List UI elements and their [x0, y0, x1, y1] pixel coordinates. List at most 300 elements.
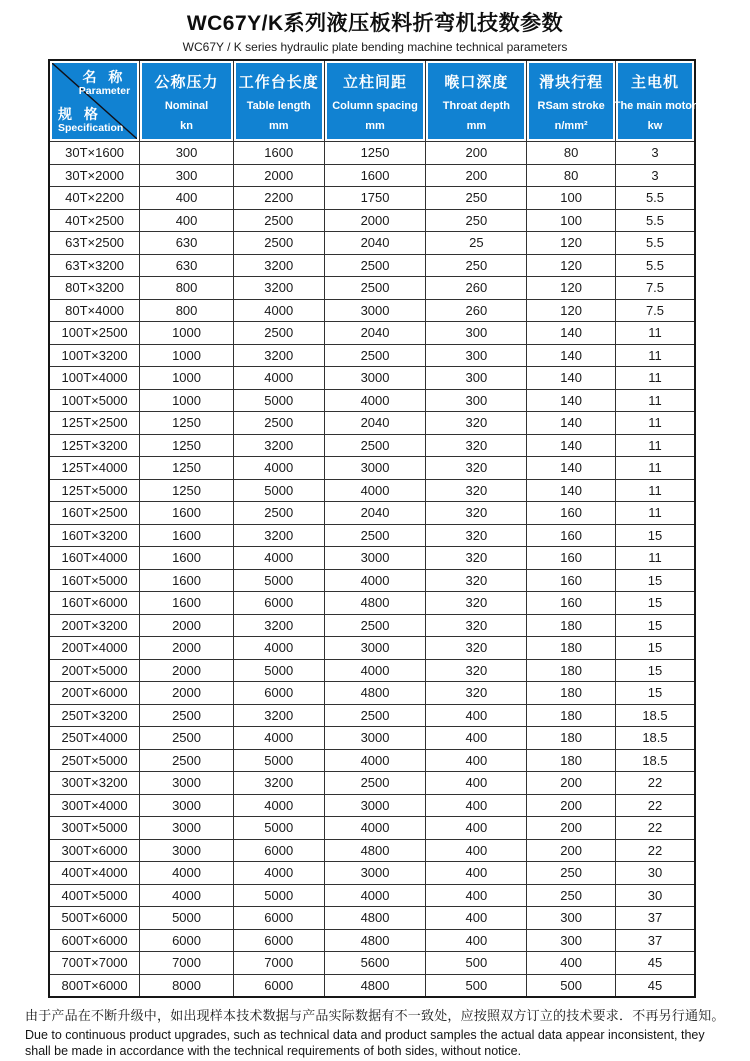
- value-cell: 3200: [233, 344, 324, 367]
- value-cell: 100: [527, 187, 616, 210]
- spec-cell: 30T×2000: [49, 164, 140, 187]
- value-cell: 3000: [324, 794, 426, 817]
- column-header-unit: n/mm²: [554, 120, 588, 132]
- value-cell: 30: [615, 862, 695, 885]
- spec-cell: 300T×6000: [49, 839, 140, 862]
- column-header-cn: 立柱间距: [343, 74, 408, 91]
- spec-cell: 40T×2200: [49, 187, 140, 210]
- value-cell: 400: [426, 862, 527, 885]
- value-cell: 120: [527, 277, 616, 300]
- value-cell: 3200: [233, 254, 324, 277]
- value-cell: 80: [527, 164, 616, 187]
- value-cell: 2040: [324, 232, 426, 255]
- value-cell: 7.5: [615, 299, 695, 322]
- value-cell: 3000: [324, 727, 426, 750]
- value-cell: 1000: [140, 344, 234, 367]
- value-cell: 2500: [140, 727, 234, 750]
- table-row: [49, 367, 695, 390]
- value-cell: 630: [140, 254, 234, 277]
- value-cell: 5.5: [615, 187, 695, 210]
- value-cell: 400: [140, 187, 234, 210]
- table-row: [49, 682, 695, 705]
- value-cell: 320: [426, 569, 527, 592]
- value-cell: 4000: [324, 659, 426, 682]
- value-cell: 3000: [140, 794, 234, 817]
- value-cell: 2500: [233, 209, 324, 232]
- value-cell: 37: [615, 907, 695, 930]
- value-cell: 3000: [140, 817, 234, 840]
- column-header-en: RSam stroke: [537, 100, 605, 112]
- value-cell: 4000: [324, 389, 426, 412]
- value-cell: 7.5: [615, 277, 695, 300]
- column-header-cn: 滑块行程: [539, 74, 604, 91]
- value-cell: 2000: [140, 614, 234, 637]
- value-cell: 320: [426, 637, 527, 660]
- table-row: [49, 277, 695, 300]
- page-title: WC67Y/K系列液压板料折弯机技数参数: [186, 12, 564, 35]
- column-header-en: Nominal: [164, 100, 209, 112]
- value-cell: 300: [140, 164, 234, 187]
- value-cell: 3000: [324, 367, 426, 390]
- value-cell: 4800: [324, 907, 426, 930]
- value-cell: 2500: [233, 412, 324, 435]
- value-cell: 2500: [324, 772, 426, 795]
- value-cell: 140: [527, 434, 616, 457]
- table-row: [49, 659, 695, 682]
- value-cell: 80: [527, 142, 616, 165]
- spec-cell: 125T×2500: [49, 412, 140, 435]
- value-cell: 2040: [324, 322, 426, 345]
- value-cell: 120: [527, 232, 616, 255]
- table-row: [49, 232, 695, 255]
- value-cell: 400: [426, 839, 527, 862]
- value-cell: 1600: [140, 592, 234, 615]
- value-cell: 1250: [324, 142, 426, 165]
- spec-cell: 600T×6000: [49, 929, 140, 952]
- table-body: [49, 142, 695, 998]
- column-header-en: Column spacing: [332, 100, 418, 112]
- value-cell: 1600: [140, 547, 234, 570]
- value-cell: 300: [140, 142, 234, 165]
- value-cell: 3200: [233, 772, 324, 795]
- value-cell: 2500: [233, 502, 324, 525]
- table-row: [49, 839, 695, 862]
- value-cell: 120: [527, 254, 616, 277]
- column-header-unit: kn: [180, 120, 193, 132]
- value-cell: 100: [527, 209, 616, 232]
- table-row: [49, 929, 695, 952]
- value-cell: 15: [615, 637, 695, 660]
- value-cell: 250: [426, 209, 527, 232]
- table-row: [49, 502, 695, 525]
- table-row: [49, 952, 695, 975]
- spec-cell: 80T×4000: [49, 299, 140, 322]
- value-cell: 400: [426, 794, 527, 817]
- spec-cell: 300T×3200: [49, 772, 140, 795]
- value-cell: 140: [527, 322, 616, 345]
- value-cell: 2500: [324, 434, 426, 457]
- value-cell: 250: [527, 862, 616, 885]
- value-cell: 22: [615, 794, 695, 817]
- value-cell: 11: [615, 547, 695, 570]
- table-row: [49, 344, 695, 367]
- value-cell: 11: [615, 344, 695, 367]
- value-cell: 300: [426, 322, 527, 345]
- spec-cell: 160T×5000: [49, 569, 140, 592]
- value-cell: 30: [615, 884, 695, 907]
- value-cell: 3200: [233, 704, 324, 727]
- column-header-1: [140, 60, 234, 142]
- value-cell: 5000: [233, 569, 324, 592]
- value-cell: 300: [527, 929, 616, 952]
- value-cell: 200: [527, 839, 616, 862]
- value-cell: 200: [527, 772, 616, 795]
- value-cell: 45: [615, 974, 695, 997]
- value-cell: 300: [426, 344, 527, 367]
- table-row: [49, 209, 695, 232]
- value-cell: 2500: [324, 254, 426, 277]
- value-cell: 4800: [324, 974, 426, 997]
- value-cell: 5000: [140, 907, 234, 930]
- value-cell: 4000: [233, 727, 324, 750]
- value-cell: 11: [615, 412, 695, 435]
- value-cell: 3000: [324, 862, 426, 885]
- table-row: [49, 547, 695, 570]
- spec-cell: 125T×3200: [49, 434, 140, 457]
- value-cell: 2500: [324, 524, 426, 547]
- value-cell: 1600: [324, 164, 426, 187]
- value-cell: 11: [615, 457, 695, 480]
- value-cell: 300: [426, 367, 527, 390]
- value-cell: 6000: [140, 929, 234, 952]
- value-cell: 320: [426, 659, 527, 682]
- value-cell: 140: [527, 389, 616, 412]
- value-cell: 400: [426, 727, 527, 750]
- value-cell: 250: [527, 884, 616, 907]
- corner-specification-label: 规 格 Specification: [58, 105, 124, 134]
- value-cell: 4000: [233, 862, 324, 885]
- value-cell: 3000: [324, 637, 426, 660]
- value-cell: 4000: [233, 457, 324, 480]
- value-cell: 250: [426, 254, 527, 277]
- value-cell: 400: [426, 772, 527, 795]
- value-cell: 15: [615, 569, 695, 592]
- value-cell: 3200: [233, 614, 324, 637]
- table-row: [49, 749, 695, 772]
- column-header-cn: 喉口深度: [444, 74, 509, 91]
- value-cell: 120: [527, 299, 616, 322]
- value-cell: 15: [615, 659, 695, 682]
- value-cell: 2000: [233, 164, 324, 187]
- value-cell: 4000: [324, 817, 426, 840]
- value-cell: 160: [527, 569, 616, 592]
- value-cell: 4800: [324, 839, 426, 862]
- value-cell: 320: [426, 592, 527, 615]
- value-cell: 4000: [140, 862, 234, 885]
- spec-cell: 250T×5000: [49, 749, 140, 772]
- value-cell: 4000: [324, 569, 426, 592]
- table-row: [49, 434, 695, 457]
- value-cell: 320: [426, 434, 527, 457]
- value-cell: 800: [140, 277, 234, 300]
- value-cell: 4000: [324, 479, 426, 502]
- table-row: [49, 637, 695, 660]
- value-cell: 15: [615, 592, 695, 615]
- value-cell: 2500: [324, 614, 426, 637]
- table-row: [49, 817, 695, 840]
- spec-cell: 125T×4000: [49, 457, 140, 480]
- value-cell: 180: [527, 704, 616, 727]
- spec-cell: 700T×7000: [49, 952, 140, 975]
- value-cell: 800: [140, 299, 234, 322]
- value-cell: 160: [527, 502, 616, 525]
- value-cell: 6000: [233, 839, 324, 862]
- value-cell: 1250: [140, 434, 234, 457]
- corner-cell: [49, 60, 140, 142]
- page-subtitle: WC67Y / K series hydraulic plate bending machine technical parameters: [182, 40, 568, 54]
- value-cell: 180: [527, 682, 616, 705]
- spec-cell: 250T×4000: [49, 727, 140, 750]
- spec-cell: 300T×4000: [49, 794, 140, 817]
- column-header-2: [233, 60, 324, 142]
- value-cell: 3: [615, 142, 695, 165]
- corner-parameter-label: 名 称 Parameter: [78, 69, 131, 98]
- column-header-6: [615, 60, 695, 142]
- disclaimer-cn: 由于产品在不断升级中，如出现样本技术数据与产品实际数据有不一致处，应按照双方订立的技术要求．不再另行通知。: [25, 1008, 725, 1023]
- value-cell: 1600: [140, 569, 234, 592]
- header-row: [49, 60, 695, 142]
- table-row: [49, 862, 695, 885]
- value-cell: 2000: [140, 637, 234, 660]
- value-cell: 180: [527, 637, 616, 660]
- value-cell: 6000: [233, 682, 324, 705]
- spec-cell: 400T×4000: [49, 862, 140, 885]
- column-header-en: Table length: [246, 100, 311, 112]
- table-row: [49, 974, 695, 997]
- value-cell: 4800: [324, 592, 426, 615]
- value-cell: 200: [527, 794, 616, 817]
- value-cell: 2500: [324, 704, 426, 727]
- value-cell: 3200: [233, 277, 324, 300]
- table-row: [49, 569, 695, 592]
- value-cell: 160: [527, 547, 616, 570]
- value-cell: 630: [140, 232, 234, 255]
- table-row: [49, 457, 695, 480]
- value-cell: 2000: [140, 659, 234, 682]
- column-header-unit: kw: [647, 120, 663, 132]
- value-cell: 5000: [233, 659, 324, 682]
- column-header-3: [324, 60, 426, 142]
- value-cell: 1600: [140, 524, 234, 547]
- table-row: [49, 412, 695, 435]
- value-cell: 320: [426, 547, 527, 570]
- spec-cell: 160T×3200: [49, 524, 140, 547]
- value-cell: 5.5: [615, 254, 695, 277]
- value-cell: 37: [615, 929, 695, 952]
- table-row: [49, 884, 695, 907]
- value-cell: 22: [615, 772, 695, 795]
- column-header-en: The main motor: [613, 100, 697, 112]
- value-cell: 320: [426, 479, 527, 502]
- value-cell: 1250: [140, 479, 234, 502]
- spec-cell: 400T×5000: [49, 884, 140, 907]
- value-cell: 500: [527, 974, 616, 997]
- value-cell: 1250: [140, 412, 234, 435]
- column-header-en: Throat depth: [442, 100, 510, 112]
- spec-cell: 30T×1600: [49, 142, 140, 165]
- value-cell: 25: [426, 232, 527, 255]
- spec-cell: 800T×6000: [49, 974, 140, 997]
- value-cell: 180: [527, 749, 616, 772]
- value-cell: 140: [527, 479, 616, 502]
- value-cell: 2500: [233, 322, 324, 345]
- value-cell: 400: [426, 749, 527, 772]
- value-cell: 5000: [233, 884, 324, 907]
- value-cell: 15: [615, 682, 695, 705]
- table-row: [49, 772, 695, 795]
- column-header-5: [527, 60, 616, 142]
- value-cell: 140: [527, 457, 616, 480]
- value-cell: 4000: [324, 884, 426, 907]
- value-cell: 3000: [324, 299, 426, 322]
- value-cell: 6000: [233, 974, 324, 997]
- value-cell: 5000: [233, 479, 324, 502]
- value-cell: 2500: [233, 232, 324, 255]
- table-row: [49, 389, 695, 412]
- value-cell: 1000: [140, 322, 234, 345]
- table-row: [49, 794, 695, 817]
- value-cell: 4000: [140, 884, 234, 907]
- disclaimer-en: Due to continuous product upgrades, such as technical data and product samples the actual data appear inconsistent, they shall be made in accordance with the technical requirements of both sides, without notice.: [25, 1028, 705, 1059]
- value-cell: 180: [527, 614, 616, 637]
- value-cell: 160: [527, 592, 616, 615]
- spec-cell: 500T×6000: [49, 907, 140, 930]
- value-cell: 5.5: [615, 232, 695, 255]
- value-cell: 500: [426, 974, 527, 997]
- value-cell: 400: [426, 884, 527, 907]
- value-cell: 160: [527, 524, 616, 547]
- value-cell: 5000: [233, 389, 324, 412]
- value-cell: 15: [615, 524, 695, 547]
- value-cell: 400: [426, 704, 527, 727]
- value-cell: 11: [615, 322, 695, 345]
- table-row: [49, 254, 695, 277]
- spec-cell: 63T×3200: [49, 254, 140, 277]
- spec-cell: 160T×2500: [49, 502, 140, 525]
- value-cell: 5600: [324, 952, 426, 975]
- value-cell: 180: [527, 659, 616, 682]
- value-cell: 400: [426, 817, 527, 840]
- value-cell: 2200: [233, 187, 324, 210]
- value-cell: 11: [615, 479, 695, 502]
- value-cell: 4000: [233, 637, 324, 660]
- value-cell: 2500: [140, 749, 234, 772]
- value-cell: 2000: [324, 209, 426, 232]
- spec-cell: 63T×2500: [49, 232, 140, 255]
- value-cell: 11: [615, 389, 695, 412]
- value-cell: 200: [426, 142, 527, 165]
- spec-cell: 125T×5000: [49, 479, 140, 502]
- value-cell: 500: [426, 952, 527, 975]
- value-cell: 140: [527, 344, 616, 367]
- spec-cell: 100T×2500: [49, 322, 140, 345]
- value-cell: 6000: [233, 592, 324, 615]
- value-cell: 250: [426, 187, 527, 210]
- value-cell: 11: [615, 434, 695, 457]
- value-cell: 3000: [324, 457, 426, 480]
- value-cell: 1600: [233, 142, 324, 165]
- value-cell: 4800: [324, 682, 426, 705]
- spec-cell: 80T×3200: [49, 277, 140, 300]
- table-row: [49, 727, 695, 750]
- value-cell: 3200: [233, 434, 324, 457]
- value-cell: 1000: [140, 389, 234, 412]
- value-cell: 4000: [233, 547, 324, 570]
- disclaimer: [25, 1005, 728, 1060]
- table-row: [49, 479, 695, 502]
- value-cell: 2040: [324, 502, 426, 525]
- column-header-unit: mm: [365, 120, 385, 132]
- value-cell: 18.5: [615, 749, 695, 772]
- spec-cell: 100T×3200: [49, 344, 140, 367]
- value-cell: 18.5: [615, 727, 695, 750]
- value-cell: 320: [426, 682, 527, 705]
- value-cell: 6000: [233, 929, 324, 952]
- value-cell: 2500: [140, 704, 234, 727]
- table-row: [49, 704, 695, 727]
- table-row: [49, 142, 695, 165]
- value-cell: 260: [426, 277, 527, 300]
- value-cell: 6000: [233, 907, 324, 930]
- value-cell: 2000: [140, 682, 234, 705]
- table-row: [49, 592, 695, 615]
- spec-cell: 160T×4000: [49, 547, 140, 570]
- value-cell: 1000: [140, 367, 234, 390]
- value-cell: 400: [140, 209, 234, 232]
- value-cell: 4000: [324, 749, 426, 772]
- spec-cell: 300T×5000: [49, 817, 140, 840]
- parameters-table: [48, 59, 696, 998]
- column-header-unit: mm: [466, 120, 487, 132]
- value-cell: 5.5: [615, 209, 695, 232]
- value-cell: 45: [615, 952, 695, 975]
- value-cell: 3000: [140, 772, 234, 795]
- value-cell: 3: [615, 164, 695, 187]
- value-cell: 400: [426, 907, 527, 930]
- value-cell: 5000: [233, 817, 324, 840]
- value-cell: 15: [615, 614, 695, 637]
- value-cell: 1750: [324, 187, 426, 210]
- spec-cell: 200T×4000: [49, 637, 140, 660]
- spec-cell: 100T×5000: [49, 389, 140, 412]
- value-cell: 2040: [324, 412, 426, 435]
- table-row: [49, 322, 695, 345]
- value-cell: 4000: [233, 367, 324, 390]
- table-row: [49, 524, 695, 547]
- spec-cell: 200T×5000: [49, 659, 140, 682]
- value-cell: 400: [426, 929, 527, 952]
- value-cell: 3000: [324, 547, 426, 570]
- value-cell: 300: [527, 907, 616, 930]
- value-cell: 7000: [140, 952, 234, 975]
- value-cell: 7000: [233, 952, 324, 975]
- column-header-cn: 公称压力: [154, 74, 219, 91]
- value-cell: 8000: [140, 974, 234, 997]
- value-cell: 400: [527, 952, 616, 975]
- value-cell: 180: [527, 727, 616, 750]
- value-cell: 320: [426, 412, 527, 435]
- table-row: [49, 299, 695, 322]
